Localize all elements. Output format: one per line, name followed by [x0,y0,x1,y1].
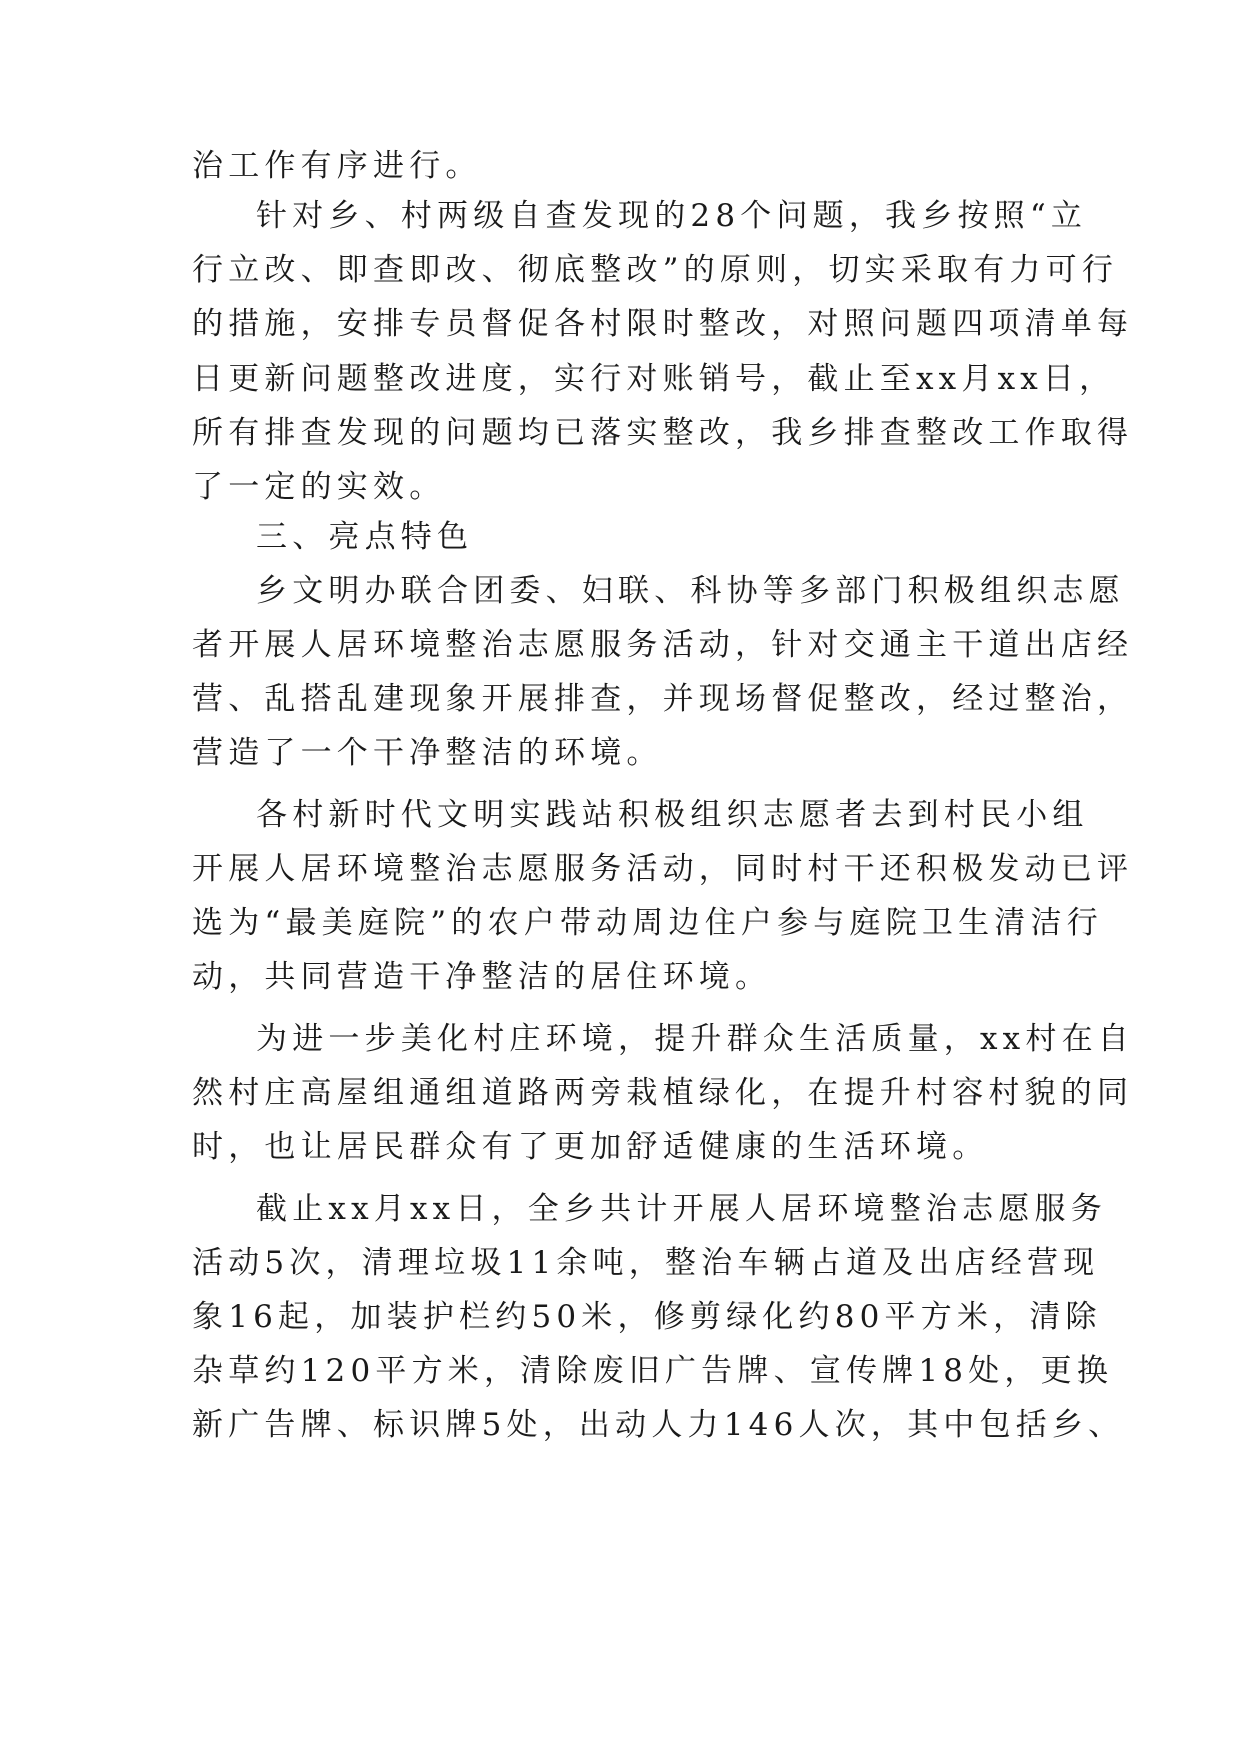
paragraph-line: 活动5次，清理垃圾11余吨，整治车辆占道及出店经营现 [192,1245,1100,1281]
paragraph-line: 杂草约120平方米，清除废旧广告牌、宣传牌18处，更换 [192,1353,1114,1389]
paragraph-line: 针对乡、村两级自查发现的28个问题，我乡按照“立 [256,198,1088,234]
paragraph-line: 新广告牌、标识牌5处，出动人力146人次，其中包括乡、 [192,1407,1125,1443]
paragraph-line: 乡文明办联合团委、妇联、科协等多部门积极组织志愿 [256,573,1125,609]
section-heading: 三、亮点特色 [256,519,474,555]
paragraph-line: 者开展人居环境整治志愿服务活动，针对交通主干道出店经 [192,627,1134,663]
paragraph-line: 治工作有序进行。 [192,148,482,184]
paragraph-line: 象16起，加装护栏约50米，修剪绿化约80平方米，清除 [192,1299,1102,1335]
paragraph-line: 营造了一个干净整洁的环境。 [192,735,663,771]
paragraph-line: 时，也让居民群众有了更加舒适健康的生活环境。 [192,1129,989,1165]
paragraph-line: 截止xx月xx日，全乡共计开展人居环境整治志愿服务 [256,1191,1107,1227]
paragraph-line: 了一定的实效。 [192,469,446,505]
paragraph-line: 选为“最美庭院”的农户带动周边住户参与庭院卫生清洁行 [192,905,1103,941]
paragraph-line: 营、乱搭乱建现象开展排查，并现场督促整改，经过整治， [192,681,1134,717]
paragraph-line: 所有排查发现的问题均已落实整改，我乡排查整改工作取得 [192,415,1134,451]
paragraph-line: 然村庄高屋组通组道路两旁栽植绿化，在提升村容村貌的同 [192,1075,1134,1111]
paragraph-line: 日更新问题整改进度，实行对账销号，截止至xx月xx日， [192,361,1116,397]
paragraph-line: 为进一步美化村庄环境，提升群众生活质量，xx村在自 [256,1021,1134,1057]
paragraph-line: 开展人居环境整治志愿服务活动，同时村干还积极发动已评 [192,851,1134,887]
paragraph-line: 各村新时代文明实践站积极组织志愿者去到村民小组 [256,797,1089,833]
paragraph-line: 的措施，安排专员督促各村限时整改，对照问题四项清单每 [192,306,1134,342]
paragraph-line: 行立改、即查即改、彻底整改”的原则，切实采取有力可行 [192,252,1119,288]
paragraph-line: 动，共同营造干净整洁的居住环境。 [192,959,772,995]
